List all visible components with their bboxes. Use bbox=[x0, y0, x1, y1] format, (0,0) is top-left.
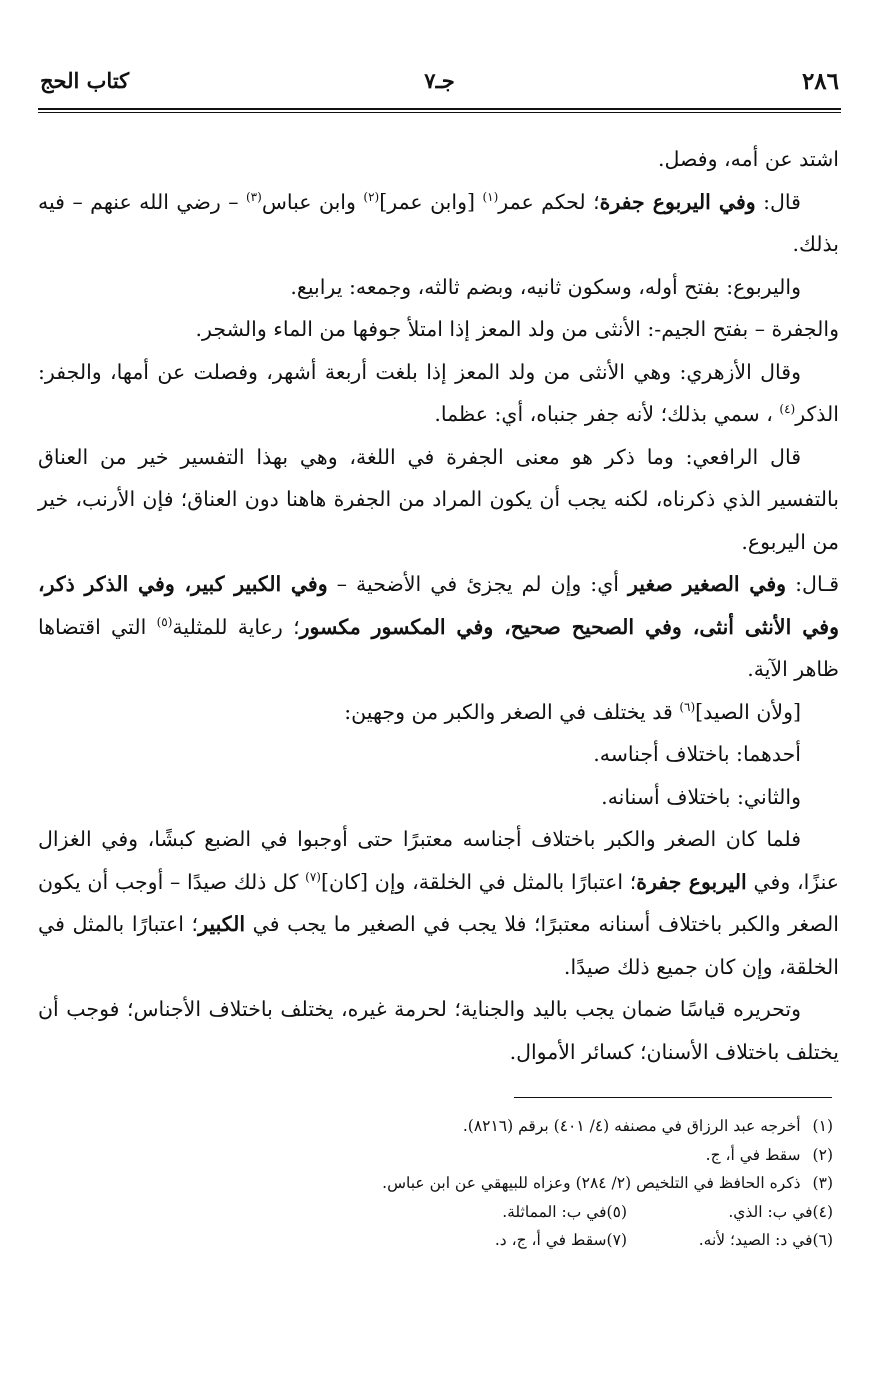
paragraph: [ولأن الصيد]$^{(٦)}$ قد يختلف في الصغر والكبر من وجهين: bbox=[344, 699, 801, 724]
page-number: ٢٨٦ bbox=[801, 68, 839, 95]
header-rule-thick bbox=[38, 108, 841, 110]
footnote bbox=[627, 1226, 833, 1255]
footnote-marker: (٢) bbox=[363, 189, 380, 204]
footnote-marker: (٤) bbox=[779, 402, 796, 417]
footnote-row bbox=[40, 1198, 833, 1227]
footnote-number: (٥) bbox=[606, 1202, 627, 1221]
footnote-marker: (٦) bbox=[679, 699, 696, 714]
bold-term: الكبير bbox=[198, 912, 246, 936]
footnote bbox=[421, 1226, 627, 1255]
bold-term: وفي الصغير صغير bbox=[628, 572, 787, 596]
footnote-marker: (٧) bbox=[305, 869, 321, 884]
footnote-text: سقط في أ، ج. bbox=[705, 1145, 801, 1164]
book-title: كتاب الحج bbox=[40, 68, 130, 93]
paragraph: وتحريره قياسًا ضمان يجب باليد والجناية؛ لحرمة غيره، يختلف باختلاف الأجناس؛ فوجب أن يختلف باختلاف الأسنان؛ كسائر الأموال. bbox=[38, 997, 839, 1064]
paragraph: اشتد عن أمه، وفصل. bbox=[657, 147, 839, 171]
footnote-row bbox=[40, 1226, 833, 1255]
paragraph: وقال الأزهري: وهي الأنثى من ولد المعز إذا بلغت أربعة أشهر، وفصلت عن أمها، والجفر: الذكر$^{(٤)}$ ، سمي بذلك؛ لأنه جفر جنباه، أي: عظما. bbox=[38, 359, 839, 426]
paragraph: والثاني: باختلاف أسنانه. bbox=[601, 784, 801, 809]
footnote-marker: (١) bbox=[482, 189, 499, 204]
footnote bbox=[40, 1141, 833, 1170]
paragraph: قـال: وفي الصغير صغير أي: وإن لم يجزئ في الأضحية – وفي الكبير كبير، وفي الذكر ذكر، وفي الأنثى أنثى، وفي الصحيح صحيح، وفي المكسور مكسور؛ رعاية للمثلية$^{(٥)}$ التي اقتضاها ظاهر الآية. bbox=[38, 572, 839, 681]
footnote-separator bbox=[514, 1097, 832, 1098]
bold-term: اليربوع جفرة bbox=[636, 869, 747, 894]
footnote bbox=[421, 1198, 627, 1227]
paragraph: فلما كان الصغر والكبر باختلاف أجناسه معتبرًا حتى أوجبوا في الضبع كبشًا، وفي الغزال عنزًا، وفي اليربوع جفرة؛ اعتبارًا بالمثل في الخلقة، وإن [كان]$^{(٧)}$ كل ذلك صيدًا – أوجب أن يكون الصغر والكبر باختلاف أسنانه معتبرًا؛ فلا يجب في الصغير ما يجب في الكبير؛ اعتبارًا بالمثل في الخلقة، وإن كان جميع ذلك صيدًا. bbox=[38, 827, 840, 979]
paragraph: واليربوع: بفتح أوله، وسكون ثانيه، وبضم ثالثه، وجمعه: يرابيع. bbox=[290, 274, 801, 299]
header-rule-thin bbox=[38, 112, 841, 113]
footnotes bbox=[40, 1112, 833, 1255]
footnote-number: (٢) bbox=[812, 1145, 833, 1164]
running-header bbox=[40, 68, 839, 102]
footnote-number: (٤) bbox=[812, 1202, 833, 1221]
main-text bbox=[38, 138, 839, 1073]
footnote-number: (٦) bbox=[812, 1231, 833, 1249]
footnote-text: في ب: الذي. bbox=[728, 1202, 813, 1221]
footnote-marker: (٥) bbox=[156, 614, 173, 629]
footnote-text: سقط في أ، ج، د. bbox=[494, 1231, 607, 1249]
footnote-number: (٧) bbox=[606, 1231, 627, 1249]
footnote-text: في ب: المماثلة. bbox=[502, 1202, 607, 1221]
footnote bbox=[627, 1198, 833, 1227]
footnote bbox=[40, 1112, 833, 1141]
bold-term: وفي اليربوع جفرة bbox=[599, 189, 756, 214]
footnote-text: ذكره الحافظ في التلخيص (٢/ ٢٨٤) وعزاه للبيهقي عن ابن عباس. bbox=[382, 1174, 801, 1192]
footnote bbox=[40, 1169, 833, 1198]
bold-term: وفي الكبير كبير، وفي الذكر ذكر، وفي الأنثى أنثى، وفي الصحيح صحيح، وفي المكسور مكسور bbox=[38, 572, 839, 639]
paragraph: والجفرة – بفتح الجيم-: الأنثى من ولد المعز إذا امتلأ جوفها من الماء والشجر. bbox=[195, 317, 839, 341]
paragraph: قال: وفي اليربوع جفرة؛ لحكم عمر$^{(١)}$ [وابن عمر]$^{(٢)}$ وابن عباس$^{(٣)}$ – رضي الله عنهم – فيه بذلك. bbox=[38, 189, 839, 256]
footnote-text: أخرجه عبد الرزاق في مصنفه (٤/ ٤٠١) برقم (٨٢١٦). bbox=[462, 1117, 801, 1135]
paragraph: أحدهما: باختلاف أجناسه. bbox=[593, 742, 801, 766]
footnote-text: في د: الصيد؛ لأنه. bbox=[698, 1231, 813, 1249]
footnote-number: (١) bbox=[812, 1117, 833, 1135]
footnote-marker: (٣) bbox=[245, 189, 262, 204]
footnote-number: (٣) bbox=[812, 1174, 833, 1192]
paragraph: قال الرافعي: وما ذكر هو معنى الجفرة في اللغة، وهي بهذا التفسير خير من العناق بالتفسير الذي ذكرناه، لكنه يجب أن يكون المراد من الجفرة هاهنا دون العناق؛ فإن الأرنب، خير من اليربوع. bbox=[38, 444, 839, 554]
volume-label: جـ٧ bbox=[424, 68, 455, 93]
